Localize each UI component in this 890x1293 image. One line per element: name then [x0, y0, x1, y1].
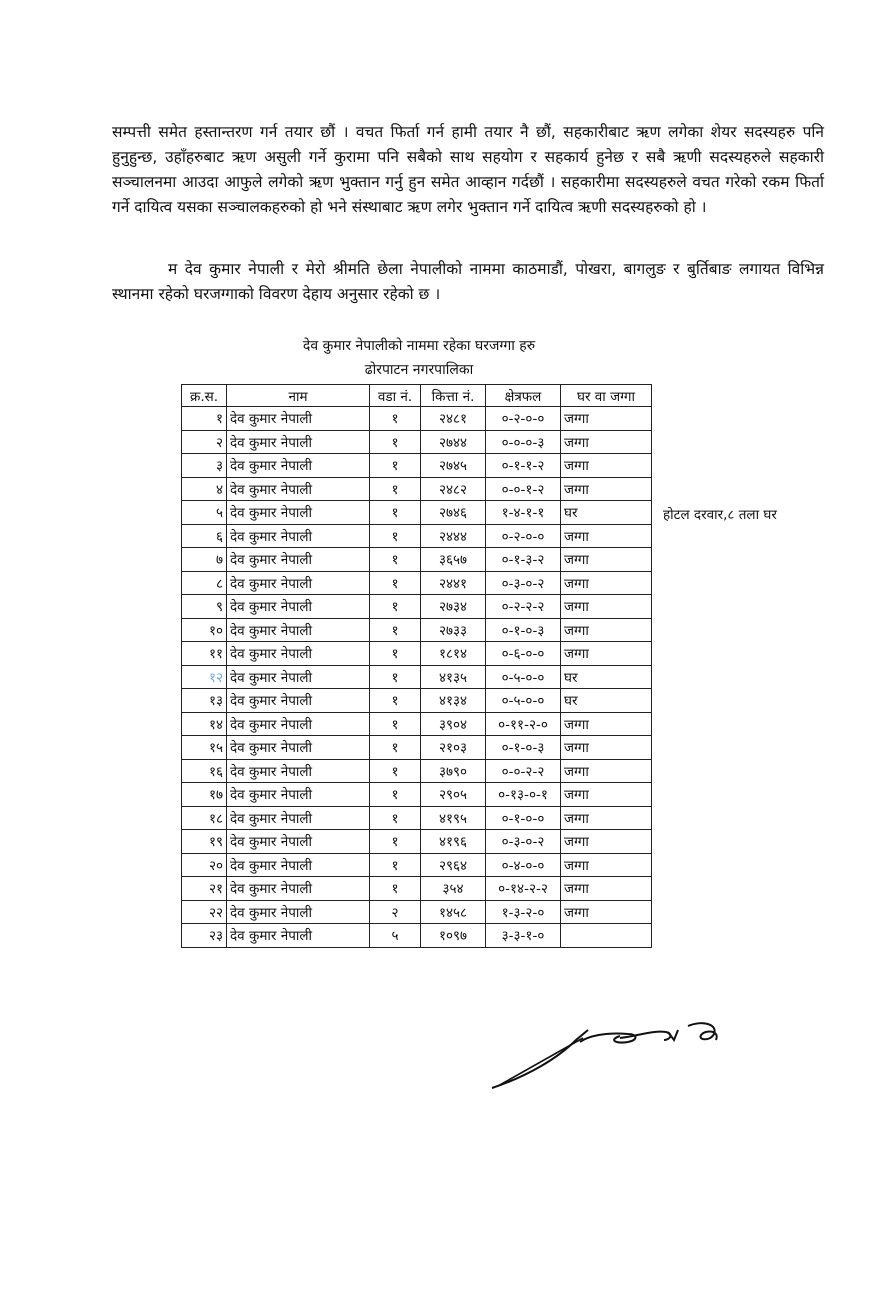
area-cell: ३-३-१-०: [486, 924, 561, 948]
ward-cell: १: [370, 736, 421, 760]
name-cell: देव कुमार नेपाली: [227, 806, 370, 830]
serial-cell: १६: [182, 759, 227, 783]
serial-cell: १३: [182, 689, 227, 713]
table-row: [182, 595, 652, 619]
serial-cell: १२: [182, 665, 227, 689]
name-cell: देव कुमार नेपाली: [227, 501, 370, 525]
plot-cell: २४४४: [421, 524, 486, 548]
type-cell: जग्गा: [561, 783, 652, 807]
ward-cell: १: [370, 712, 421, 736]
name-cell: देव कुमार नेपाली: [227, 618, 370, 642]
ward-cell: १: [370, 548, 421, 572]
plot-cell: ४१३५: [421, 665, 486, 689]
serial-cell: १४: [182, 712, 227, 736]
ward-cell: १: [370, 665, 421, 689]
type-cell: जग्गा: [561, 900, 652, 924]
ward-cell: १: [370, 407, 421, 431]
serial-cell: १५: [182, 736, 227, 760]
paragraph-property-statement: म देव कुमार नेपाली र मेरो श्रीमति छेला नेपालीको नाममा काठमाडौं, पोखरा, बागलुङ र बुर्तिबाङ लगायत विभिन्न स्थानमा रहेको घरजग्गाको विवरण देहाय अनुसार रहेको छ ।: [112, 260, 824, 303]
name-cell: देव कुमार नेपाली: [227, 524, 370, 548]
ward-cell: ५: [370, 924, 421, 948]
area-cell: ०-१४-२-२: [486, 877, 561, 901]
table-row: [182, 759, 652, 783]
ward-cell: १: [370, 830, 421, 854]
area-cell: ०-१३-०-१: [486, 783, 561, 807]
name-cell: देव कुमार नेपाली: [227, 759, 370, 783]
name-cell: देव कुमार नेपाली: [227, 900, 370, 924]
table-row: [182, 524, 652, 548]
name-cell: देव कुमार नेपाली: [227, 595, 370, 619]
name-cell: देव कुमार नेपाली: [227, 454, 370, 478]
name-cell: देव कुमार नेपाली: [227, 689, 370, 713]
property-table: [181, 384, 652, 948]
plot-cell: २९०५: [421, 783, 486, 807]
serial-cell: २: [182, 430, 227, 454]
plot-cell: २९६४: [421, 853, 486, 877]
area-cell: ०-२-०-०: [486, 524, 561, 548]
type-cell: जग्गा: [561, 712, 652, 736]
table-row: [182, 924, 652, 948]
type-cell: जग्गा: [561, 548, 652, 572]
header-type: घर वा जग्गा: [561, 385, 652, 407]
table-row: [182, 642, 652, 666]
serial-cell: ३: [182, 454, 227, 478]
area-cell: ०-१-०-३: [486, 736, 561, 760]
name-cell: देव कुमार नेपाली: [227, 712, 370, 736]
type-cell: जग्गा: [561, 642, 652, 666]
type-cell: घर: [561, 501, 652, 525]
table-row: [182, 712, 652, 736]
type-cell: जग्गा: [561, 407, 652, 431]
serial-cell: २३: [182, 924, 227, 948]
ward-cell: १: [370, 524, 421, 548]
plot-cell: १०९७: [421, 924, 486, 948]
plot-cell: ४१३४: [421, 689, 486, 713]
plot-cell: ३६५७: [421, 548, 486, 572]
plot-cell: ४१९६: [421, 830, 486, 854]
name-cell: देव कुमार नेपाली: [227, 830, 370, 854]
area-cell: १-३-२-०: [486, 900, 561, 924]
table-caption-municipality: ढोरपाटन नगरपालिका: [364, 362, 474, 378]
area-cell: ०-६-०-०: [486, 642, 561, 666]
area-cell: ०-०-०-३: [486, 430, 561, 454]
ward-cell: २: [370, 900, 421, 924]
header-name: नाम: [227, 385, 370, 407]
type-cell: घर: [561, 689, 652, 713]
area-cell: ०-०-२-२: [486, 759, 561, 783]
ward-cell: १: [370, 877, 421, 901]
table-row: [182, 454, 652, 478]
type-cell: जग्गा: [561, 454, 652, 478]
type-cell: जग्गा: [561, 571, 652, 595]
type-cell: जग्गा: [561, 430, 652, 454]
area-cell: ०-४-०-०: [486, 853, 561, 877]
plot-cell: २७४६: [421, 501, 486, 525]
table-row: [182, 736, 652, 760]
table-row: [182, 689, 652, 713]
type-cell: घर: [561, 665, 652, 689]
table-row: [182, 430, 652, 454]
plot-cell: २४४१: [421, 571, 486, 595]
serial-cell: १: [182, 407, 227, 431]
ward-cell: १: [370, 783, 421, 807]
table-row: [182, 806, 652, 830]
ward-cell: १: [370, 759, 421, 783]
type-cell: जग्गा: [561, 830, 652, 854]
serial-cell: १७: [182, 783, 227, 807]
type-cell: जग्गा: [561, 759, 652, 783]
ward-cell: १: [370, 642, 421, 666]
area-cell: ०-३-०-२: [486, 830, 561, 854]
name-cell: देव कुमार नेपाली: [227, 407, 370, 431]
table-row: [182, 665, 652, 689]
plot-cell: २१०३: [421, 736, 486, 760]
serial-cell: १८: [182, 806, 227, 830]
type-cell: जग्गा: [561, 806, 652, 830]
table-row: [182, 477, 652, 501]
plot-cell: २७३३: [421, 618, 486, 642]
header-serial: क्र.स.: [182, 385, 227, 407]
header-plot: कित्ता नं.: [421, 385, 486, 407]
area-cell: १-४-१-१: [486, 501, 561, 525]
table-row: [182, 900, 652, 924]
serial-cell: ११: [182, 642, 227, 666]
name-cell: देव कुमार नेपाली: [227, 924, 370, 948]
area-cell: ०-२-२-२: [486, 595, 561, 619]
area-cell: ०-१-३-२: [486, 548, 561, 572]
table-row: [182, 853, 652, 877]
table-header-row: [182, 385, 652, 407]
type-cell: जग्गा: [561, 477, 652, 501]
type-cell: जग्गा: [561, 853, 652, 877]
table-row: [182, 783, 652, 807]
header-area: क्षेत्रफल: [486, 385, 561, 407]
name-cell: देव कुमार नेपाली: [227, 783, 370, 807]
name-cell: देव कुमार नेपाली: [227, 877, 370, 901]
plot-cell: ३७९०: [421, 759, 486, 783]
ward-cell: १: [370, 430, 421, 454]
side-note: होटल दरवार,८ तला घर: [663, 507, 777, 523]
serial-cell: २०: [182, 853, 227, 877]
serial-cell: ४: [182, 477, 227, 501]
area-cell: ०-३-०-२: [486, 571, 561, 595]
area-cell: ०-०-१-२: [486, 477, 561, 501]
plot-cell: २७४५: [421, 454, 486, 478]
plot-cell: १८१४: [421, 642, 486, 666]
ward-cell: १: [370, 689, 421, 713]
area-cell: ०-५-०-०: [486, 689, 561, 713]
table-row: [182, 501, 652, 525]
serial-cell: २२: [182, 900, 227, 924]
area-cell: ०-५-०-०: [486, 665, 561, 689]
signature-icon: [488, 1018, 728, 1098]
ward-cell: १: [370, 477, 421, 501]
plot-cell: २७४४: [421, 430, 486, 454]
plot-cell: ३९०४: [421, 712, 486, 736]
ward-cell: १: [370, 618, 421, 642]
area-cell: ०-२-०-०: [486, 407, 561, 431]
name-cell: देव कुमार नेपाली: [227, 736, 370, 760]
area-cell: ०-१-१-२: [486, 454, 561, 478]
plot-cell: २४८२: [421, 477, 486, 501]
type-cell: जग्गा: [561, 595, 652, 619]
serial-cell: ८: [182, 571, 227, 595]
ward-cell: १: [370, 853, 421, 877]
paragraph-intro: सम्पत्ती समेत हस्तान्तरण गर्न तयार छौं । वचत फिर्ता गर्न हामी तयार नै छौं, सहकारीबाट ऋण लगेका शेयर सदस्यहरु पनि हुनुहुन्छ, उहाँहरुबाट ऋण असुली गर्ने कुरामा पनि सबैको साथ सहयोग र सहकार्य हुनेछ र सबै ऋणी सदस्यहरुले सहकारी सञ्चालनमा आउदा आफुले लगेको ऋण भुक्तान गर्नु हुन समेत आव्हान गर्दछौं । सहकारीमा सदस्यहरुले वचत गरेको रकम फिर्ता गर्ने दायित्व यसका सञ्चालकहरुको हो भने संस्थाबाट ऋण लगेर भुक्तान गर्ने दायित्व ऋणी सदस्यहरुको हो ।: [112, 123, 824, 216]
type-cell: जग्गा: [561, 736, 652, 760]
serial-cell: ५: [182, 501, 227, 525]
plot-cell: ३५४: [421, 877, 486, 901]
area-cell: ०-१-०-३: [486, 618, 561, 642]
ward-cell: १: [370, 571, 421, 595]
plot-cell: २७३४: [421, 595, 486, 619]
serial-cell: ९: [182, 595, 227, 619]
ward-cell: १: [370, 806, 421, 830]
serial-cell: २१: [182, 877, 227, 901]
name-cell: देव कुमार नेपाली: [227, 430, 370, 454]
ward-cell: १: [370, 454, 421, 478]
ward-cell: १: [370, 595, 421, 619]
ward-cell: १: [370, 501, 421, 525]
plot-cell: १४५८: [421, 900, 486, 924]
header-ward: वडा नं.: [370, 385, 421, 407]
name-cell: देव कुमार नेपाली: [227, 665, 370, 689]
type-cell: जग्गा: [561, 524, 652, 548]
table-row: [182, 571, 652, 595]
type-cell: [561, 924, 652, 948]
name-cell: देव कुमार नेपाली: [227, 642, 370, 666]
table-row: [182, 548, 652, 572]
serial-cell: १९: [182, 830, 227, 854]
name-cell: देव कुमार नेपाली: [227, 571, 370, 595]
type-cell: जग्गा: [561, 877, 652, 901]
table-row: [182, 830, 652, 854]
name-cell: देव कुमार नेपाली: [227, 853, 370, 877]
table-row: [182, 407, 652, 431]
plot-cell: ४१९५: [421, 806, 486, 830]
serial-cell: ७: [182, 548, 227, 572]
serial-cell: १०: [182, 618, 227, 642]
name-cell: देव कुमार नेपाली: [227, 548, 370, 572]
serial-cell: ६: [182, 524, 227, 548]
area-cell: ०-१-०-०: [486, 806, 561, 830]
table-caption-title: देव कुमार नेपालीको नाममा रहेका घरजग्गा हरु: [302, 338, 536, 354]
table-row: [182, 877, 652, 901]
type-cell: जग्गा: [561, 618, 652, 642]
table-row: [182, 618, 652, 642]
area-cell: ०-११-२-०: [486, 712, 561, 736]
plot-cell: २४८१: [421, 407, 486, 431]
name-cell: देव कुमार नेपाली: [227, 477, 370, 501]
